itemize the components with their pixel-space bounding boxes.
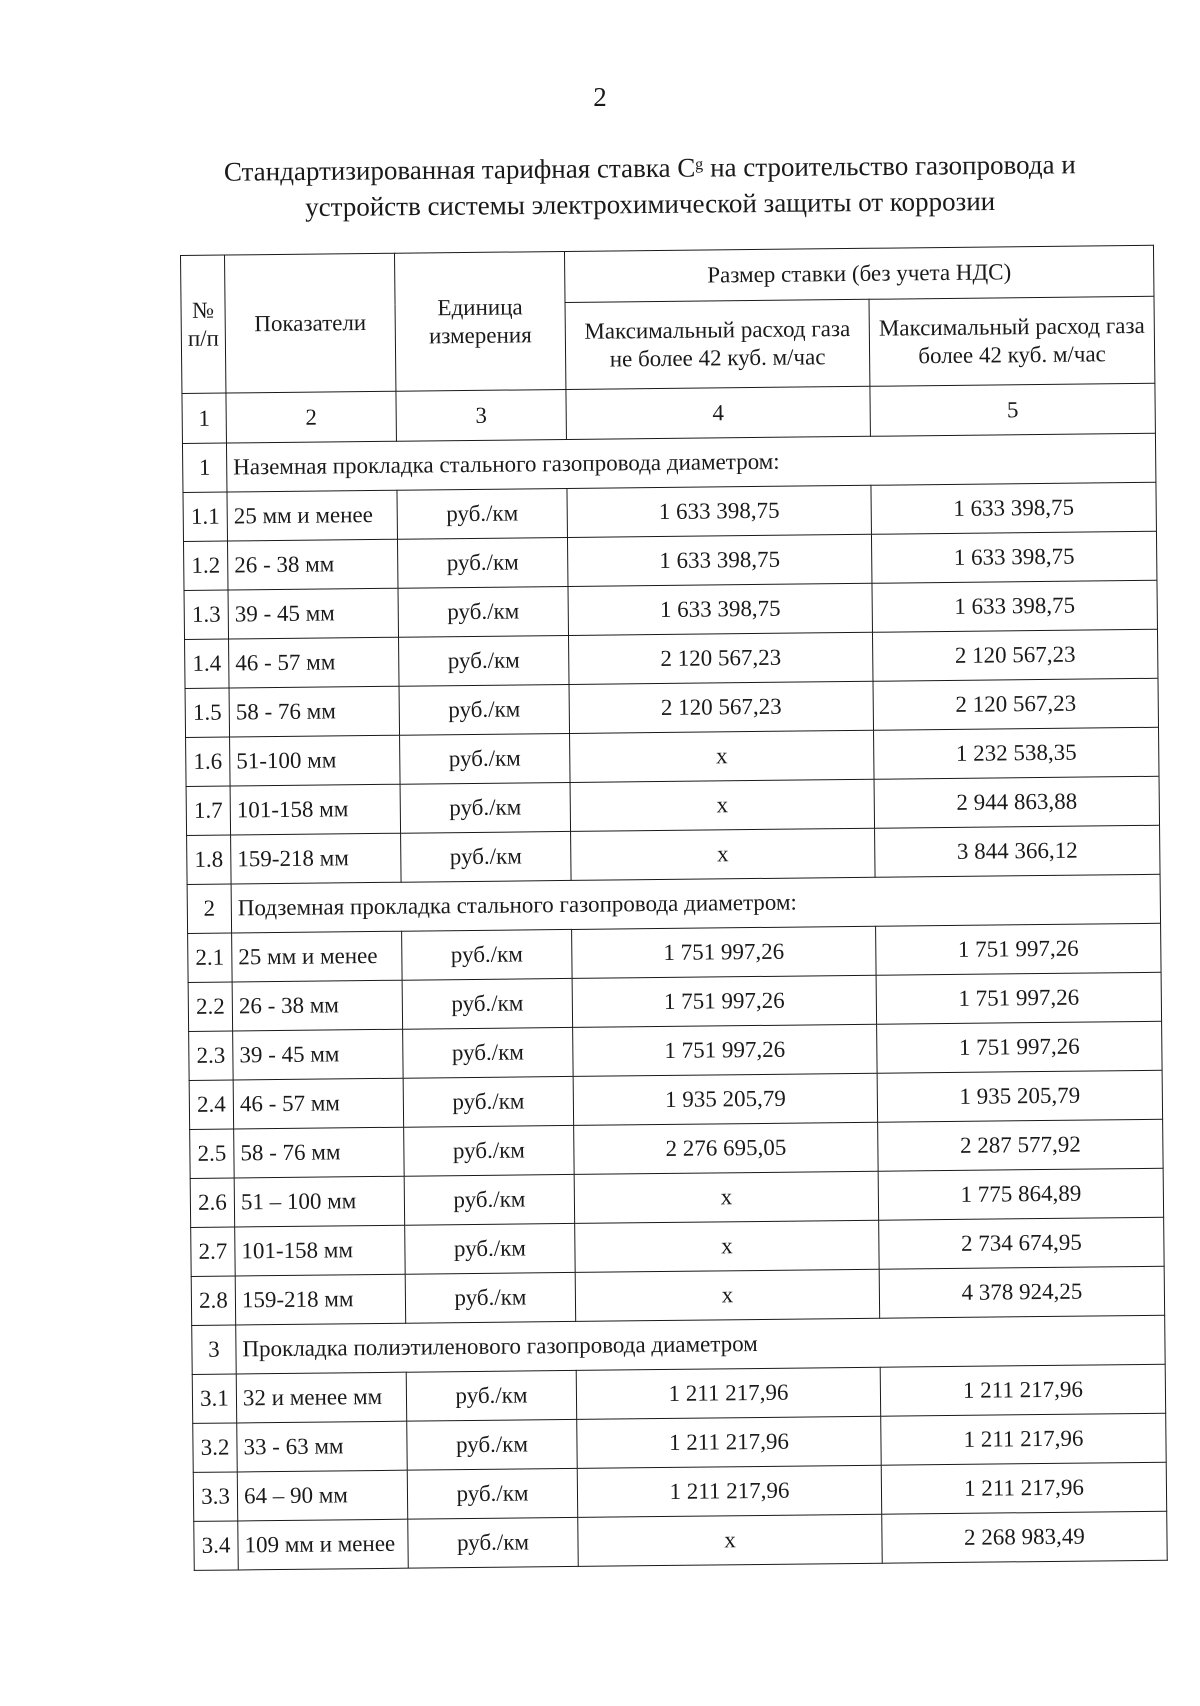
row-rate-high: 2 268 983,49 — [882, 1511, 1167, 1563]
row-rate-low: 1 633 398,75 — [568, 583, 872, 635]
row-rate-low: х — [574, 1171, 878, 1223]
document-title-line-2: устройств системы электрохимической защиты от коррозии — [305, 185, 996, 223]
row-unit: руб./км — [403, 1076, 574, 1127]
row-rate-high: 1 211 217,96 — [881, 1462, 1166, 1514]
row-unit: руб./км — [399, 684, 570, 735]
tariff-table-container — [180, 245, 1167, 1571]
row-rate-low: х — [575, 1269, 879, 1321]
row-unit: руб./км — [404, 1174, 575, 1225]
row-rate-high: 1 211 217,96 — [880, 1364, 1165, 1416]
row-number: 1.8 — [187, 835, 232, 884]
row-rate-low: 1 211 217,96 — [577, 1416, 881, 1468]
row-number: 1.3 — [184, 590, 229, 639]
row-unit: руб./км — [402, 929, 573, 980]
column-number: 5 — [870, 383, 1156, 436]
row-unit: руб./км — [402, 978, 573, 1029]
row-rate-high: 4 378 924,25 — [879, 1266, 1164, 1318]
row-number: 1.6 — [186, 737, 231, 786]
row-rate-high: 2 120 567,23 — [873, 678, 1158, 730]
row-number: 1.1 — [183, 492, 228, 541]
row-unit: руб./км — [406, 1370, 577, 1421]
row-rate-high: 1 633 398,75 — [871, 531, 1156, 583]
row-unit: руб./км — [400, 782, 571, 833]
row-indicator: 46 - 57 мм — [229, 637, 400, 688]
row-indicator: 46 - 57 мм — [233, 1078, 404, 1129]
row-rate-low: 1 211 217,96 — [577, 1465, 881, 1517]
row-indicator: 64 – 90 мм — [237, 1470, 408, 1521]
row-rate-high: 1 935 205,79 — [877, 1070, 1162, 1122]
row-number: 2.8 — [191, 1276, 236, 1325]
section-number: 2 — [187, 884, 232, 933]
row-rate-high: 1 751 997,26 — [876, 972, 1161, 1024]
row-rate-low: х — [570, 779, 874, 831]
row-rate-low: 2 120 567,23 — [569, 681, 873, 733]
row-rate-low: х — [571, 828, 875, 880]
row-unit: руб./км — [399, 635, 570, 686]
row-rate-high: 3 844 366,12 — [875, 825, 1160, 877]
row-unit: руб./км — [398, 586, 569, 637]
row-indicator: 39 - 45 мм — [228, 588, 399, 639]
row-rate-high: 1 211 217,96 — [881, 1413, 1166, 1465]
section-number: 1 — [182, 443, 227, 492]
header-rate-group: Размер ставки (без учета НДС) — [564, 245, 1154, 302]
row-rate-low: 1 633 398,75 — [567, 534, 871, 586]
row-unit: руб./км — [408, 1517, 579, 1568]
section-number: 3 — [192, 1325, 237, 1374]
row-unit: руб./км — [404, 1125, 575, 1176]
page-number: 2 — [593, 82, 607, 112]
row-unit: руб./км — [400, 733, 571, 784]
row-rate-low: х — [570, 730, 874, 782]
row-unit: руб./км — [397, 537, 568, 588]
row-indicator: 51-100 мм — [230, 735, 401, 786]
row-indicator: 26 - 38 мм — [232, 980, 403, 1031]
row-rate-low: 2 276 695,05 — [574, 1122, 878, 1174]
row-indicator: 58 - 76 мм — [229, 686, 400, 737]
section-title: Подземная прокладка стального газопровода диаметром: — [231, 874, 1160, 933]
row-rate-high: 1 232 538,35 — [874, 727, 1159, 779]
row-indicator: 101-158 мм — [230, 784, 401, 835]
row-number: 3.4 — [194, 1521, 239, 1570]
row-number: 2.3 — [189, 1031, 234, 1080]
row-rate-low: 1 751 997,26 — [572, 975, 876, 1027]
row-rate-high: 1 775 864,89 — [878, 1168, 1163, 1220]
row-number: 2.2 — [188, 982, 233, 1031]
row-indicator: 159-218 мм — [235, 1274, 406, 1325]
row-indicator: 101-158 мм — [235, 1225, 406, 1276]
header-rate-low: Максимальный расход газа не более 42 куб. м/час — [565, 299, 870, 389]
row-rate-low: х — [575, 1220, 879, 1272]
row-indicator: 25 мм и менее — [227, 490, 398, 541]
section-title: Прокладка полиэтиленового газопровода диаметром — [236, 1315, 1165, 1374]
row-rate-high: 2 944 863,88 — [874, 776, 1159, 828]
row-rate-high: 1 633 398,75 — [871, 482, 1156, 534]
column-number: 2 — [226, 391, 397, 443]
row-rate-high: 1 751 997,26 — [876, 923, 1161, 975]
row-rate-low: 2 120 567,23 — [569, 632, 873, 684]
column-number: 4 — [566, 386, 871, 439]
header-indicator: Показатели — [225, 253, 396, 393]
row-number: 1.7 — [186, 786, 231, 835]
row-rate-low: 1 751 997,26 — [573, 1024, 877, 1076]
column-number: 1 — [182, 393, 227, 443]
row-rate-low: 1 751 997,26 — [572, 926, 876, 978]
row-unit: руб./км — [407, 1419, 578, 1470]
row-indicator: 109 мм и менее — [238, 1519, 409, 1570]
row-indicator: 58 - 76 мм — [234, 1127, 405, 1178]
table-row — [194, 1511, 1167, 1570]
row-rate-low: 1 935 205,79 — [573, 1073, 877, 1125]
row-indicator: 39 - 45 мм — [233, 1029, 404, 1080]
header-rate-high: Максимальный расход газа более 42 куб. м/час — [869, 296, 1155, 386]
row-unit: руб./км — [397, 488, 568, 539]
document-title-line-1: Стандартизированная тарифная ставка Сᵍ на строительство газопровода и — [223, 149, 1076, 187]
row-unit: руб./км — [401, 831, 572, 882]
row-indicator: 26 - 38 мм — [227, 539, 398, 590]
row-number: 2.4 — [189, 1080, 234, 1129]
row-rate-low: 1 633 398,75 — [567, 485, 871, 537]
header-num: № п/п — [181, 255, 226, 393]
row-indicator: 33 - 63 мм — [237, 1421, 408, 1472]
table-header — [181, 245, 1155, 393]
row-indicator: 25 мм и менее — [232, 931, 403, 982]
row-number: 2.5 — [190, 1129, 235, 1178]
row-rate-high: 2 120 567,23 — [872, 629, 1157, 681]
row-rate-high: 2 287 577,92 — [878, 1119, 1163, 1171]
tariff-table — [180, 245, 1168, 1571]
row-indicator: 51 – 100 мм — [234, 1176, 405, 1227]
row-unit: руб./км — [403, 1027, 574, 1078]
row-unit: руб./км — [407, 1468, 578, 1519]
row-rate-high: 1 751 997,26 — [877, 1021, 1162, 1073]
row-indicator: 159-218 мм — [231, 833, 402, 884]
header-unit: Единица измерения — [394, 251, 565, 391]
row-number: 2.6 — [190, 1178, 235, 1227]
row-number: 3.1 — [192, 1374, 237, 1423]
document-title — [170, 146, 1131, 226]
row-indicator: 32 и менее мм — [236, 1372, 407, 1423]
row-rate-high: 2 734 674,95 — [879, 1217, 1164, 1269]
row-rate-high: 1 633 398,75 — [872, 580, 1157, 632]
row-number: 3.3 — [193, 1472, 238, 1521]
row-rate-low: 1 211 217,96 — [576, 1367, 880, 1419]
row-number: 3.2 — [193, 1423, 238, 1472]
row-unit: руб./км — [405, 1223, 576, 1274]
row-rate-low: х — [578, 1514, 882, 1566]
row-number: 1.2 — [184, 541, 229, 590]
row-number: 1.4 — [185, 639, 230, 688]
section-title: Наземная прокладка стального газопровода диаметром: — [226, 433, 1155, 492]
row-number: 2.1 — [188, 933, 233, 982]
row-number: 2.7 — [191, 1227, 236, 1276]
table-body — [182, 383, 1167, 1570]
row-unit: руб./км — [405, 1272, 576, 1323]
row-number: 1.5 — [185, 688, 230, 737]
column-number: 3 — [396, 389, 567, 441]
